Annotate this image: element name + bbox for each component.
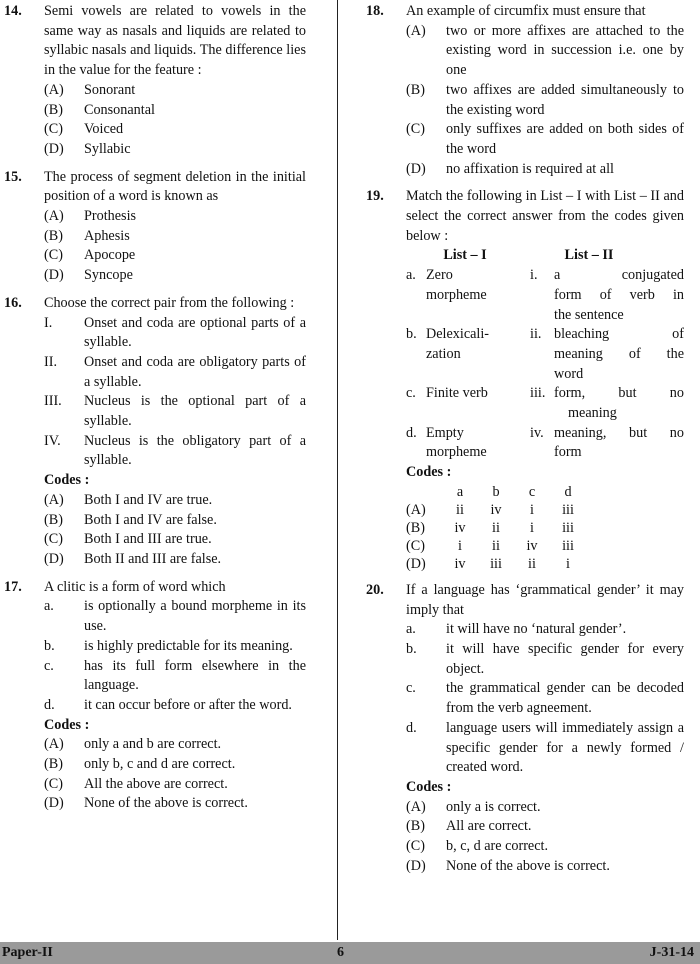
options-list [406,798,684,877]
question-16 [4,294,306,570]
option-label: (B) [44,101,63,118]
question-20 [366,581,684,877]
list-2-label: i. [530,267,538,284]
statement-label: c. [406,680,416,697]
statement-label: II. [44,353,57,370]
question-text: Match the following in List – I with List – II and select the correct answer from the codes given below : [406,188,684,244]
codes-cell: iii [562,501,574,518]
left-column [4,2,306,822]
question-text: An example of circumfix must ensure that [406,3,646,19]
question-text: If a language has ‘grammatical gender’ it may imply that [406,581,684,618]
statement [44,432,306,471]
match-row [406,424,684,463]
statement [44,657,306,696]
option-label: (C) [44,531,63,548]
option-text: Apocope [84,247,136,264]
list-2-text: meaning [568,405,617,422]
page-footer [0,942,700,964]
statement-label: c. [44,657,54,674]
statement-list [406,620,684,778]
option-label: (D) [44,267,64,284]
codes-cell: ii [492,519,500,536]
list-1-label: b. [406,326,417,343]
statement [44,597,306,636]
statement [44,696,306,716]
option-text: Syllabic [84,140,131,157]
list-2-text: word [554,365,584,382]
option[interactable] [406,798,684,818]
codes-cell: ii [456,501,464,518]
option[interactable] [406,857,684,877]
list-1-label: a. [406,267,416,284]
codes-cell: iii [562,537,574,554]
statement-text: it will have no ‘natural gender’. [446,621,627,638]
option[interactable] [406,22,684,81]
page-number: 6 [337,945,344,960]
list-1-text: Delexicali- [426,326,490,343]
statement-text: Nucleus is the obligatory part of a syllable. [84,432,306,469]
list-2-text: form of verb in [554,286,684,303]
option-text: Prothesis [84,208,137,225]
list-2-text: meaning of the [554,345,684,362]
option-label: (B) [44,756,63,773]
codes-cell: i [530,501,534,518]
option-label: (B) [44,227,63,244]
codes-row[interactable] [406,501,586,519]
match-header [406,246,684,266]
option[interactable] [44,227,306,247]
list-1-label: c. [406,385,416,402]
option-text: only a is correct. [446,798,541,815]
statement [44,314,306,353]
option[interactable] [44,266,306,286]
column-divider [337,0,338,940]
statement-text: is highly predictable for its meaning. [84,637,293,654]
options-list [44,81,306,160]
option-label: (A) [44,491,64,508]
statement-label: d. [406,719,417,736]
codes-col-header: d [564,483,572,500]
option-text: only a and b are correct. [84,736,222,753]
list-2-label: ii. [530,326,542,343]
list-1-text: Empty [426,424,464,441]
option-text: Both II and III are false. [84,550,222,567]
option[interactable] [406,81,684,120]
list-1-text: Finite verb [426,385,488,402]
codes-header-row [406,483,586,501]
codes-table [406,483,586,573]
option-label: (C) [406,121,425,138]
statement-text: Onset and coda are obligatory parts of a syllable. [84,353,306,390]
statement-text: is optionally a bound morpheme in its use. [84,598,306,635]
question-17 [4,578,306,814]
question-number: 19. [366,188,384,205]
option[interactable] [44,101,306,121]
codes-heading: Codes : [44,472,90,489]
question-number: 17. [4,578,22,595]
options-list [44,491,306,570]
list-2-text: the sentence [554,306,624,323]
list-2-label: iii. [530,385,546,402]
statement-text: Onset and coda are optional parts of a syllable. [84,314,306,351]
match-row [406,266,684,325]
list-2-label: iv. [530,424,544,441]
codes-cell: ii [492,537,500,554]
statement-text: it will have specific gender for every object. [446,640,684,677]
option-label: (D) [406,857,426,874]
option-label: (D) [44,795,64,812]
option[interactable] [406,837,684,857]
option[interactable] [44,246,306,266]
paper-label: Paper-II [2,945,53,960]
option[interactable] [44,81,306,101]
option-text: Sonorant [84,81,136,98]
statement [406,719,684,778]
option-text: Both I and III are true. [84,531,212,548]
option-label: (D) [406,555,426,572]
option-label: (C) [44,775,63,792]
statement [406,640,684,679]
option-label: (A) [406,501,426,518]
option[interactable] [44,511,306,531]
option-text: Aphesis [84,227,130,244]
question-text: Choose the correct pair from the following : [44,294,295,311]
question-18 [366,2,684,179]
list-1-text: morpheme [426,444,487,461]
option[interactable] [44,207,306,227]
option[interactable] [44,735,306,755]
statement-text: has its full form elsewhere in the language. [84,657,306,694]
option-text: two or more affixes are attached to the existing word in succession i.e. one by one [446,22,684,79]
match-row [406,384,684,423]
question-text: Semi vowels are related to vowels in the same way as nasals and liquids are related to syllabic nasals and liquids. The difference lies in the value for the feature : [44,3,306,79]
option-label: (A) [44,208,64,225]
codes-cell: iv [526,537,538,554]
list-2-text: meaning, but no [554,424,684,441]
option-text: Both I and IV are true. [84,491,213,508]
option-label: (C) [406,537,425,554]
codes-cell: iv [490,501,502,518]
statement [44,392,306,431]
option-text: All are correct. [446,818,532,835]
question-number: 14. [4,3,22,19]
statement [406,620,684,640]
statement-list [44,597,306,715]
option[interactable] [44,794,306,814]
codes-heading: Codes : [406,464,452,481]
option-label: (B) [44,511,63,528]
option-text: None of the above is correct. [84,795,248,812]
match-row [406,325,684,384]
option-label: (D) [406,160,426,177]
match-table [406,246,684,463]
question-14 [4,2,306,160]
option-text: only b, c and d are correct. [84,756,236,773]
question-number: 18. [366,3,384,19]
statement-label: IV. [44,432,61,449]
statement [406,679,684,718]
statement-label: I. [44,314,53,331]
list-2-text: a conjugated [554,267,684,284]
option[interactable] [406,817,684,837]
options-list [44,735,306,814]
option-label: (B) [406,81,425,98]
option-text: no affixation is required at all [446,160,614,177]
option-label: (C) [44,247,63,264]
codes-row[interactable] [406,519,586,537]
question-text: The process of segment deletion in the initial position of a word is known as [44,168,306,205]
option-text: All the above are correct. [84,775,228,792]
codes-col-header: a [456,483,464,500]
list-2-text: bleaching of [554,326,684,343]
right-column [366,2,684,884]
question-number: 16. [4,294,22,311]
option-label: (A) [406,22,426,39]
statement-label: d. [44,696,55,713]
list-1-text: Zero [426,267,453,284]
question-text: A clitic is a form of word which [44,578,226,595]
option-label: (D) [44,140,64,157]
option-text: two affixes are added simultaneously to the existing word [446,81,684,118]
option-label: (C) [406,838,425,855]
option-text: None of the above is correct. [446,857,610,874]
codes-cell: i [566,555,570,572]
option-label: (A) [44,81,64,98]
list-2-text: form, but no [554,385,684,402]
statement [44,353,306,392]
list-1-text: zation [426,345,461,362]
codes-cell: iv [454,519,466,536]
statement [44,637,306,657]
option-text: b, c, d are correct. [446,838,549,855]
options-list [44,207,306,286]
codes-col-header: c [528,483,536,500]
option-label: (B) [406,519,425,536]
list-1-title: List – I [443,247,487,264]
codes-cell: iii [562,519,574,536]
option-label: (A) [406,798,426,815]
question-15 [4,168,306,286]
codes-row[interactable] [406,537,586,555]
codes-col-header: b [492,483,500,500]
statement-label: b. [406,640,417,657]
codes-cell: iv [454,555,466,572]
codes-heading: Codes : [44,716,90,733]
codes-row[interactable] [406,555,586,573]
statement-text: language users will immediately assign a specific gender for a newly formed / created word. [446,719,684,776]
options-list [406,22,684,180]
list-2-text: form [554,444,582,461]
list-1-label: d. [406,424,417,441]
option-text: Both I and IV are false. [84,511,217,528]
question-number: 15. [4,168,22,185]
statement-list [44,314,306,472]
option-label: (D) [44,550,64,567]
option-label: (A) [44,736,64,753]
codes-cell: i [530,519,534,536]
option[interactable] [44,775,306,795]
codes-heading: Codes : [406,778,452,795]
option[interactable] [406,120,684,159]
option[interactable] [44,550,306,570]
option-text: Voiced [84,121,124,138]
statement-label: a. [406,621,416,638]
option[interactable] [44,755,306,775]
option[interactable] [44,530,306,550]
option-label: (C) [44,121,63,138]
paper-code: J-31-14 [649,945,694,960]
question-number: 20. [366,581,384,598]
codes-cell: iii [490,555,502,572]
option[interactable] [44,120,306,140]
statement-text: the grammatical gender can be decoded from the verb agneement. [446,680,684,717]
codes-cell: i [458,537,462,554]
codes-cell: ii [528,555,536,572]
option[interactable] [44,491,306,511]
statement-label: III. [44,393,62,410]
option[interactable] [44,140,306,160]
option-label: (B) [406,818,425,835]
statement-label: a. [44,598,54,615]
statement-text: it can occur before or after the word. [84,696,292,713]
question-19 [366,187,684,573]
option-text: Syncope [84,267,133,284]
option-text: Consonantal [84,101,155,118]
list-2-title: List – II [564,247,614,264]
list-1-text: morpheme [426,286,487,303]
statement-text: Nucleus is the optional part of a syllable. [84,393,306,430]
option-text: only suffixes are added on both sides of the word [446,121,684,157]
option[interactable] [406,160,684,180]
statement-label: b. [44,637,55,654]
